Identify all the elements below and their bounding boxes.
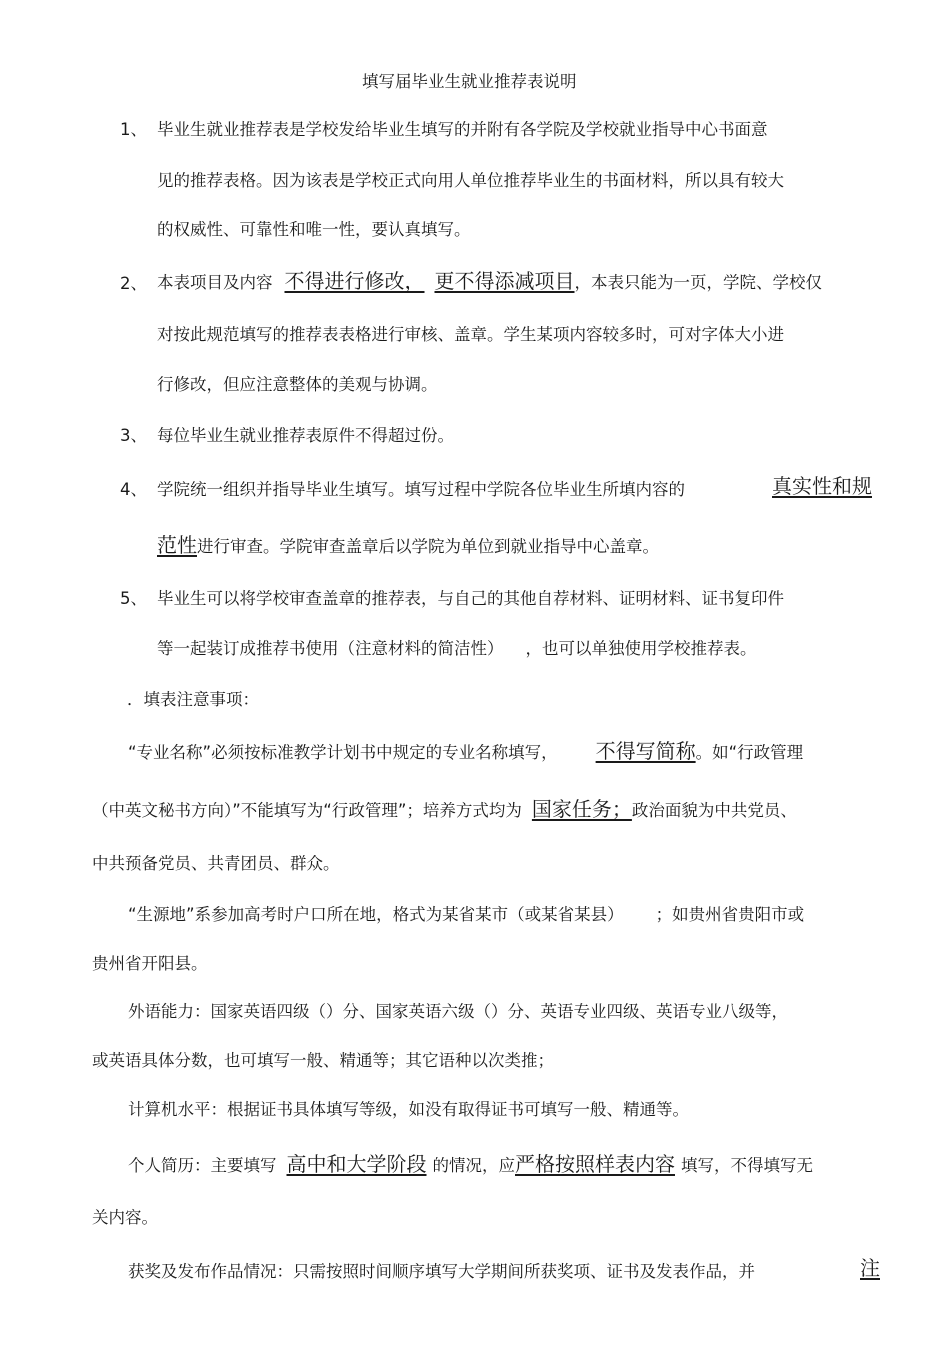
language-line-1: 外语能力：国家英语四级（）分、国家英语六级（）分、英语专业四级、英语专业八级等， bbox=[128, 1002, 788, 1021]
item-2-number: 2、 bbox=[120, 274, 147, 293]
computer-line: 计算机水平：根据证书具体填写等级，如没有取得证书可填写一般、精通等。 bbox=[128, 1100, 689, 1119]
item-2-emphasis-1: 不得进行修改， bbox=[284, 269, 425, 293]
item-1-line-2: 见的推荐表格。因为该表是学校正式向用人单位推荐毕业生的书面材料，所以具有较大 bbox=[157, 171, 784, 190]
origin-text-a: “生源地”系参加高考时户口所在地，格式为某省某市（或某省某县） bbox=[128, 905, 624, 924]
resume-text-a: 个人简历：主要填写 bbox=[128, 1156, 277, 1175]
item-4-line-1: 学院统一组织并指导毕业生填写。填写过程中学院各位毕业生所填内容的 bbox=[157, 480, 685, 499]
major-line-1 bbox=[128, 739, 803, 765]
major-line-2 bbox=[92, 797, 797, 823]
major-line-3: 中共预备党员、共青团员、群众。 bbox=[92, 854, 340, 873]
item-2-line-1 bbox=[157, 269, 822, 295]
item-3-text: 每位毕业生就业推荐表原件不得超过份。 bbox=[157, 426, 454, 445]
origin-line-1 bbox=[128, 903, 804, 927]
resume-emphasis-2: 严格按照样表内容 bbox=[515, 1152, 675, 1176]
item-4-emphasis-2: 范性 bbox=[157, 533, 197, 557]
resume-emphasis-1: 高中和大学阶段 bbox=[286, 1152, 427, 1176]
major-emphasis-2: 国家任务； bbox=[531, 797, 632, 821]
item-1-line-3: 的权威性、可靠性和唯一性，要认真填写。 bbox=[157, 220, 471, 239]
item-5-line-1: 毕业生可以将学校审查盖章的推荐表，与自己的其他自荐材料、证明材料、证书复印件 bbox=[157, 589, 784, 608]
major-text-d: 政治面貌为中共党员、 bbox=[631, 801, 797, 820]
item-2-text-post: ，本表只能为一页，学院、学校仅 bbox=[574, 273, 822, 292]
item-4-number: 4、 bbox=[120, 480, 147, 499]
item-5-text-b: ，也可以单独使用学校推荐表。 bbox=[525, 639, 757, 658]
item-2-line-3: 行修改，但应注意整体的美观与协调。 bbox=[157, 375, 438, 394]
item-1-number: 1、 bbox=[120, 120, 147, 139]
major-text-b: 。如“行政管理 bbox=[695, 743, 804, 762]
awards-line-1: 获奖及发布作品情况：只需按照时间顺序填写大学期间所获奖项、证书及发表作品，并 bbox=[128, 1262, 755, 1281]
item-4-text-post: 进行审查。学院审查盖章后以学院为单位到就业指导中心盖章。 bbox=[197, 537, 659, 556]
origin-line-2: 贵州省开阳县。 bbox=[92, 954, 208, 973]
item-4-emphasis-1: 真实性和规 bbox=[772, 474, 872, 498]
awards-emphasis: 注 bbox=[860, 1256, 880, 1280]
item-2-line-2: 对按此规范填写的推荐表表格进行审核、盖章。学生某项内容较多时，可对字体大小进 bbox=[157, 325, 784, 344]
item-4-line-2 bbox=[157, 533, 659, 559]
item-5-line-2 bbox=[157, 637, 757, 661]
item-2-emphasis-2: 更不得添减项目 bbox=[434, 269, 575, 293]
page-title: 填写届毕业生就业推荐表说明 bbox=[362, 72, 577, 91]
item-2-text-pre: 本表项目及内容 bbox=[157, 273, 273, 292]
major-text-a: “专业名称”必须按标准教学计划书中规定的专业名称填写， bbox=[128, 743, 558, 762]
major-text-c: （中英文秘书方向）”不能填写为“行政管理”；培养方式均为 bbox=[92, 801, 522, 820]
item-5-text-a: 等一起装订成推荐书使用（注意材料的简洁性） bbox=[157, 639, 504, 658]
item-3-number: 3、 bbox=[120, 426, 147, 445]
origin-text-b: ；如贵州省贵阳市或 bbox=[655, 905, 805, 924]
major-emphasis: 不得写简称 bbox=[595, 739, 696, 763]
language-line-2: 或英语具体分数，也可填写一般、精通等；其它语种以次类推； bbox=[92, 1051, 554, 1070]
resume-text-c: 填写，不得填写无 bbox=[681, 1156, 813, 1175]
resume-line-2: 关内容。 bbox=[92, 1208, 158, 1227]
item-1-line-1: 毕业生就业推荐表是学校发给毕业生填写的并附有各学院及学校就业指导中心书面意 bbox=[157, 120, 768, 139]
item-5-number: 5、 bbox=[120, 589, 147, 608]
resume-line-1 bbox=[128, 1152, 813, 1178]
resume-text-b: 的情况，应 bbox=[432, 1156, 515, 1175]
notes-heading: ．填表注意事项： bbox=[127, 690, 259, 709]
